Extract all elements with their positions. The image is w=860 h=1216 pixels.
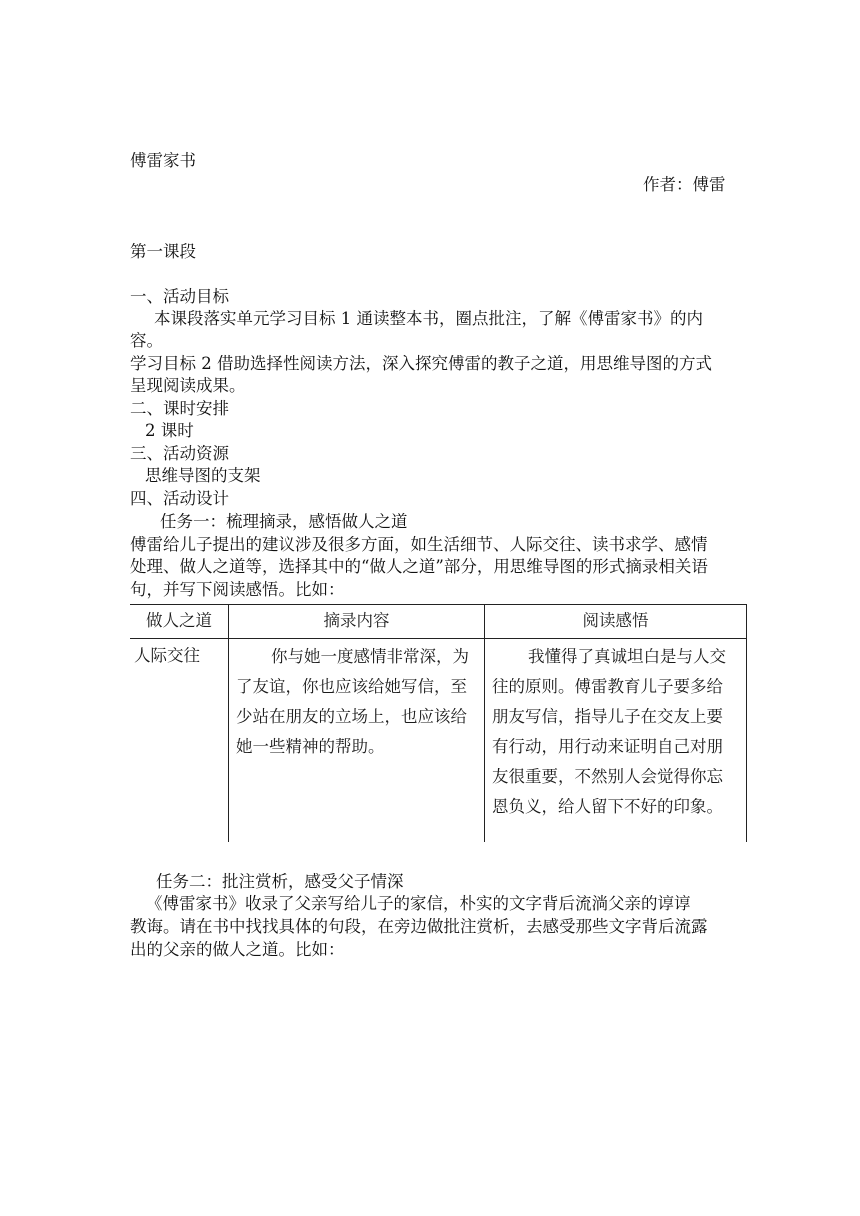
table-col-divider xyxy=(484,604,485,842)
section-heading: 第一课段 xyxy=(130,242,196,261)
table-cell-category: 人际交往 xyxy=(134,646,200,665)
task2-line: 教诲。请在书中找找具体的句段，在旁边做批注赏析，去感受那些文字背后流露 xyxy=(130,917,708,936)
table-border-top xyxy=(130,604,747,605)
excerpt-line: 少站在朋友的立场上，也应该给 xyxy=(236,707,467,726)
reflection-line: 往的原则。傅雷教育儿子要多给 xyxy=(492,677,723,696)
excerpt-line: 她一些精神的帮助。 xyxy=(236,737,385,756)
goal-line: 本课段落实单元学习目标 1 通读整本书，圈点批注，了解《傅雷家书》的内 xyxy=(154,309,703,328)
task2-line: 《傅雷家书》收录了父亲写给儿子的家信，朴实的文字背后流淌父亲的谆谆 xyxy=(146,894,691,913)
task1-line: 处理、做人之道等，选择其中的“做人之道”部分，用思维导图的形式摘录相关语 xyxy=(130,557,708,576)
heading-resources: 三、活动资源 xyxy=(130,444,229,463)
table-header-reflection: 阅读感悟 xyxy=(582,611,649,630)
author-line: 作者：傅雷 xyxy=(643,175,726,194)
doc-title: 傅雷家书 xyxy=(130,151,196,170)
excerpt-line: 了友谊，你也应该给她写信，至 xyxy=(236,677,467,696)
table-col-divider xyxy=(228,604,229,842)
resource-text: 思维导图的支架 xyxy=(145,466,261,485)
notes-table xyxy=(130,604,747,842)
task1-heading: 任务一：梳理摘录，感悟做人之道 xyxy=(160,512,408,531)
table-border-right xyxy=(746,604,747,842)
table-header-category: 做人之道 xyxy=(146,611,212,630)
heading-schedule: 二、课时安排 xyxy=(130,399,229,418)
goal-line: 容。 xyxy=(130,331,163,350)
table-header-excerpt: 摘录内容 xyxy=(323,611,390,630)
task2-heading: 任务二：批注赏析，感受父子情深 xyxy=(156,872,404,891)
goal-line: 呈现阅读成果。 xyxy=(130,376,246,395)
task2-line: 出的父亲的做人之道。比如： xyxy=(130,940,345,959)
reflection-line: 有行动，用行动来证明自己对朋 xyxy=(492,737,723,756)
reflection-line: 我懂得了真诚坦白是与人交 xyxy=(528,647,726,666)
task1-line: 傅雷给儿子提出的建议涉及很多方面，如生活细节、人际交往、读书求学、感情 xyxy=(130,535,708,554)
heading-goals: 一、活动目标 xyxy=(130,287,229,306)
table-header-divider xyxy=(130,638,747,639)
schedule-hours: 2 课时 xyxy=(145,421,194,440)
goal-line: 学习目标 2 借助选择性阅读方法，深入探究傅雷的教子之道，用思维导图的方式 xyxy=(130,354,712,373)
task1-line: 句，并写下阅读感悟。比如： xyxy=(130,580,345,599)
heading-design: 四、活动设计 xyxy=(130,489,229,508)
reflection-line: 朋友写信，指导儿子在交友上要 xyxy=(492,707,723,726)
excerpt-line: 你与她一度感情非常深，为 xyxy=(271,647,469,666)
reflection-line: 友很重要，不然别人会觉得你忘 xyxy=(492,767,723,786)
reflection-line: 恩负义，给人留下不好的印象。 xyxy=(492,797,723,816)
